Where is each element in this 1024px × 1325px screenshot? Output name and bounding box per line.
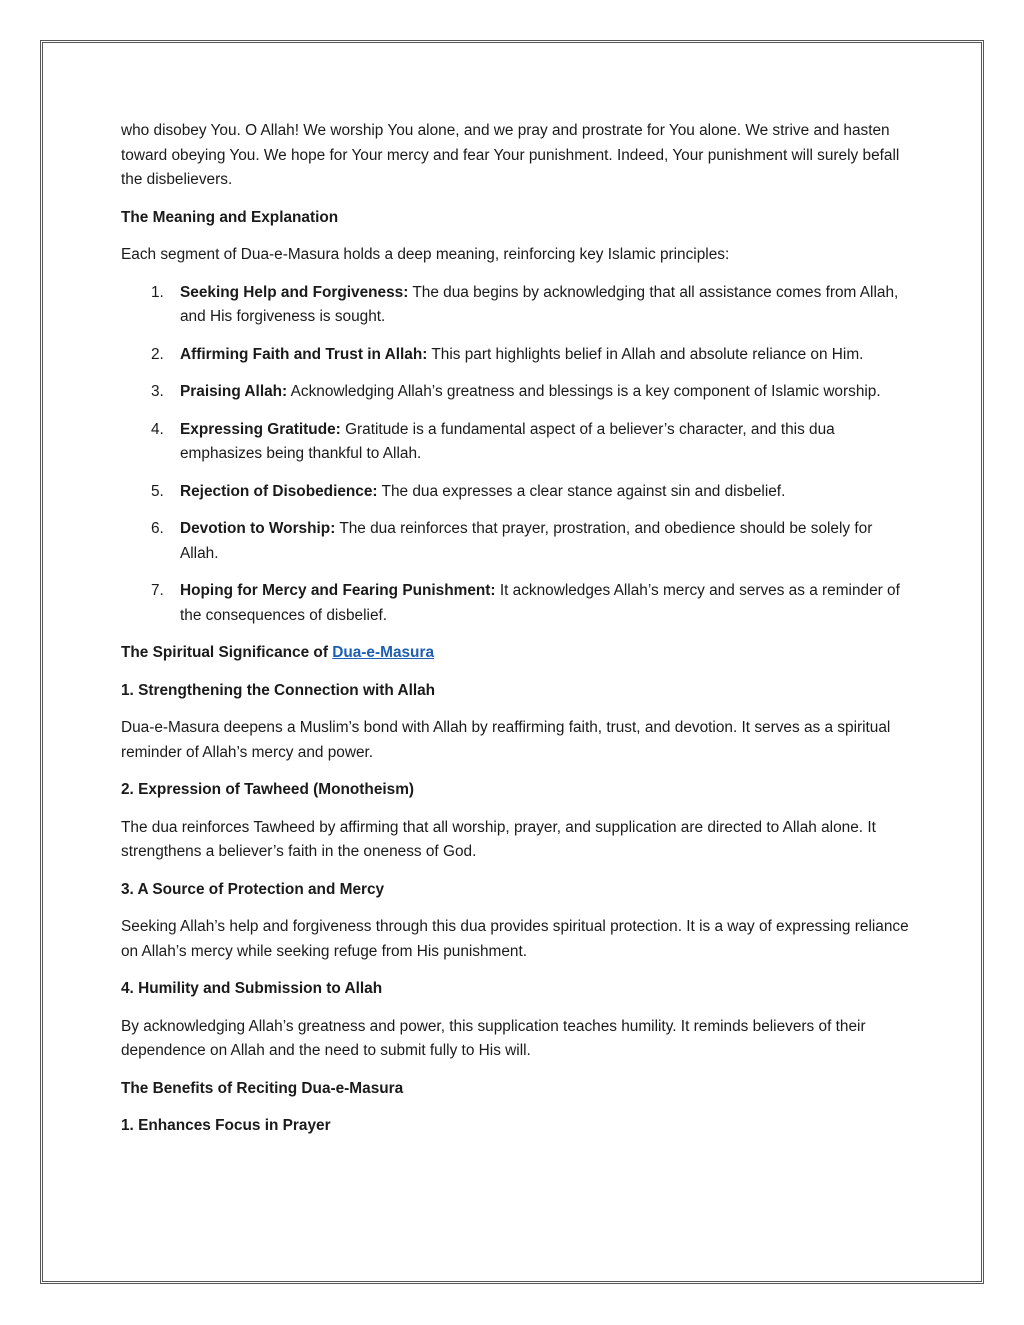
list-item-text: The dua reinforces that prayer, prostration, and obedience should be solely for Allah. xyxy=(180,520,873,562)
list-item-title: Affirming Faith and Trust in Allah: xyxy=(180,345,428,363)
list-number: 7. xyxy=(151,582,164,599)
benefits-heading: The Benefits of Reciting Dua-e-Masura xyxy=(121,1079,404,1097)
list-item-title: Hoping for Mercy and Fearing Punishment: xyxy=(180,582,496,599)
dua-e-masura-link[interactable]: Dua-e-Masura xyxy=(332,644,435,661)
list-item-text: The dua begins by acknowledging that all assistance comes from Allah, and His forgiveness is sought. xyxy=(180,283,899,325)
meaning-heading: The Meaning and Explanation xyxy=(121,208,339,226)
list-item-title: Expressing Gratitude: xyxy=(180,420,341,438)
list-item-title: Rejection of Disobedience: xyxy=(180,482,378,500)
list-item xyxy=(121,579,911,628)
list-item-text: Acknowledging Allah’s greatness and blessings is a key component of Islamic worship. xyxy=(290,383,881,400)
list-number: 5. xyxy=(151,482,164,500)
subsection-heading: 3. A Source of Protection and Mercy xyxy=(121,880,385,898)
list-item xyxy=(121,517,911,566)
list-item-title: Devotion to Worship: xyxy=(180,520,336,537)
subsection-text: By acknowledging Allah’s greatness and power, this supplication teaches humility. It reminds believers of their dependence on Allah and the need to submit fully to His will. xyxy=(121,1017,866,1059)
list-item xyxy=(121,380,911,405)
significance-heading-prefix: The Spiritual Significance of xyxy=(121,644,328,661)
list-number: 2. xyxy=(151,345,164,363)
benefits-subheading: 1. Enhances Focus in Prayer xyxy=(121,1117,331,1134)
list-number: 3. xyxy=(151,383,164,400)
list-number: 1. xyxy=(151,283,164,301)
subsection-text: The dua reinforces Tawheed by affirming that all worship, prayer, and supplication are directed to Allah alone. It strengthens a believer’s faith in the oneness of God. xyxy=(121,818,876,860)
document-body xyxy=(121,119,911,1152)
list-item-text: Gratitude is a fundamental aspect of a believer’s character, and this dua emphasizes being thankful to Allah. xyxy=(180,420,835,462)
significance-heading xyxy=(121,641,911,666)
list-number: 6. xyxy=(151,520,164,537)
subsection-text: Seeking Allah’s help and forgiveness through this dua provides spiritual protection. It is a way of expressing reliance on Allah’s mercy while seeking refuge from His punishment. xyxy=(121,918,909,960)
list-number: 4. xyxy=(151,420,164,438)
meaning-intro: Each segment of Dua-e-Masura holds a deep meaning, reinforcing key Islamic principles: xyxy=(121,246,730,263)
subsection-heading: 4. Humility and Submission to Allah xyxy=(121,980,383,997)
subsection-heading: 2. Expression of Tawheed (Monotheism) xyxy=(121,781,415,798)
list-item xyxy=(121,281,911,330)
intro-paragraph: who disobey You. O Allah! We worship You alone, and we pray and prostrate for You alone. We strive and hasten toward obeying You. We hope for Your mercy and fear Your punishment. Indeed, Your punishment will surely befall the disbelievers. xyxy=(121,122,900,188)
subsection-heading: 1. Strengthening the Connection with Allah xyxy=(121,681,436,699)
list-item xyxy=(121,480,911,505)
list-item xyxy=(121,418,911,467)
list-item-text: It acknowledges Allah’s mercy and serves as a reminder of the consequences of disbelief. xyxy=(180,582,900,624)
list-item xyxy=(121,343,911,368)
list-item-text: The dua expresses a clear stance against sin and disbelief. xyxy=(381,482,786,500)
list-item-title: Praising Allah: xyxy=(180,383,288,400)
meaning-list xyxy=(121,281,911,629)
list-item-title: Seeking Help and Forgiveness: xyxy=(180,283,409,301)
list-item-text: This part highlights belief in Allah and absolute reliance on Him. xyxy=(431,345,864,363)
subsection-text: Dua-e-Masura deepens a Muslim’s bond with Allah by reaffirming faith, trust, and devotion. It serves as a spiritual reminder of Allah’s mercy and power. xyxy=(121,719,891,761)
